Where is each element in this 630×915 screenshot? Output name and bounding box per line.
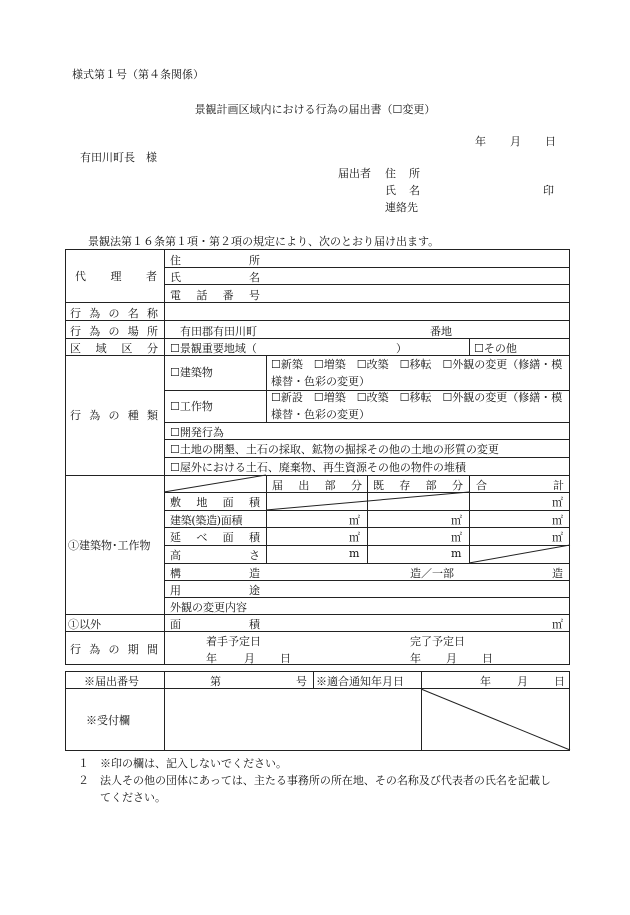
area-class-close: ） [396,342,407,355]
other-area-unit: ㎡ [552,618,563,631]
receipt-number-label: ※届出番号 [84,675,139,688]
end-year: 年 [410,652,421,665]
note-2-number: ２ [78,774,89,787]
start-day: 日 [280,652,291,665]
height-label: 高 さ [170,549,260,562]
note-1-text: ※印の欄は、記入しないでください。 [100,757,287,770]
notice-year: 年 [480,675,491,688]
height-unit-1: m [349,547,360,560]
end-month: 月 [446,652,457,665]
other-label: ①以外 [68,618,101,631]
notice-date-label: ※適合通知年月日 [316,675,404,688]
start-year: 年 [206,652,217,665]
applicant-label: 届出者 [338,167,371,180]
start-date-label: 着手予定日 [206,635,261,648]
bldg-section-label: ①建築物･工作物 [68,539,151,552]
act-kind-label: 行 為 の 種 類 [70,409,158,422]
agent-address-label: 住 所 [170,254,260,267]
period-label: 行 為 の 期 間 [70,643,158,656]
structure-options[interactable]: ☐新設 ☐増築 ☐改築 ☐移転 ☐外観の変更（修繕・模様替・色彩の変更） [271,391,563,421]
floor-area-unit-2: ㎡ [451,531,462,544]
agent-name-label: 氏 名 [170,271,260,284]
end-date-label: 完了予定日 [410,635,465,648]
structure-note: 造／一部 [410,567,454,580]
act-place-value: 有田郡有田川町 [180,325,257,338]
date-day: 日 [545,135,556,148]
col-notified: 届 出 部 分 [272,479,362,492]
exterior-change-label: 外観の変更内容 [170,601,247,614]
building-area-unit-2: ㎡ [451,514,462,527]
form-number: 様式第１号（第４条関係） [72,68,204,81]
receipt-label: ※受付欄 [86,714,130,727]
contact-label: 連絡先 [385,201,418,214]
act-place-label: 行 為 の 場 所 [70,325,158,338]
receipt-number-prefix: 第 [210,675,221,688]
area-class-label: 区 域 区 分 [70,342,158,355]
name-label: 氏 名 [385,184,420,197]
notice-month: 月 [517,675,528,688]
area-class-option1[interactable]: ☐景観重要地域（ [170,342,257,355]
land-change-checkbox[interactable]: ☐土地の開墾、土石の採取、鉱物の掘採その他の土地の形質の変更 [170,443,499,456]
floor-area-unit-3: ㎡ [552,531,563,544]
start-month: 月 [244,652,255,665]
building-area-label: 建築(築造)面積 [170,514,243,527]
date-year: 年 [475,135,486,148]
notice-day: 日 [554,675,565,688]
act-place-lot: 番地 [430,325,452,338]
structure-label: 構 造 [170,567,260,580]
note-1-number: １ [78,757,89,770]
intro-text: 景観法第１６条第１項・第２項の規定により、次のとおり届け出ます。 [88,235,440,248]
dev-act-checkbox[interactable]: ☐開発行為 [170,426,224,439]
note-2-text: 法人その他の団体にあっては、主たる事務所の所在地、その名称及び代表者の氏名を記載してください。 [100,774,551,804]
col-existing: 既 存 部 分 [373,479,463,492]
addressee: 有田川町長 様 [80,151,157,164]
building-checkbox[interactable]: ☐建築物 [170,366,213,379]
floor-area-unit-1: ㎡ [349,531,360,544]
address-label: 住 所 [385,167,420,180]
site-area-label: 敷 地 面 積 [170,496,260,509]
seal-label: 印 [543,184,554,197]
date-month: 月 [510,135,521,148]
use-label: 用 途 [170,584,260,597]
floor-area-label: 延 べ 面 積 [170,531,260,544]
height-unit-2: m [451,547,462,560]
area-class-option2[interactable]: ☐その他 [474,342,517,355]
agent-label: 代 理 者 [75,270,157,283]
building-area-unit-1: ㎡ [349,514,360,527]
structure-unit: 造 [552,567,563,580]
structure-checkbox[interactable]: ☐工作物 [170,400,213,413]
act-name-label: 行 為 の 名 称 [70,307,158,320]
agent-phone-label: 電 話 番 号 [170,289,260,302]
page-title: 景観計画区域内における行為の届出書（☐変更） [194,103,436,116]
building-area-unit-3: ㎡ [552,514,563,527]
other-area-label: 面 積 [170,618,260,631]
receipt-number-suffix: 号 [296,675,307,688]
end-day: 日 [482,652,493,665]
outdoor-pile-checkbox[interactable]: ☐屋外における土石、廃棄物、再生資源その他の物件の堆積 [170,461,466,474]
building-options[interactable]: ☐新築 ☐増築 ☐改築 ☐移転 ☐外観の変更（修繕・模様替・色彩の変更） [271,358,563,388]
site-area-unit: ㎡ [552,496,563,509]
col-total: 合 計 [476,479,564,492]
